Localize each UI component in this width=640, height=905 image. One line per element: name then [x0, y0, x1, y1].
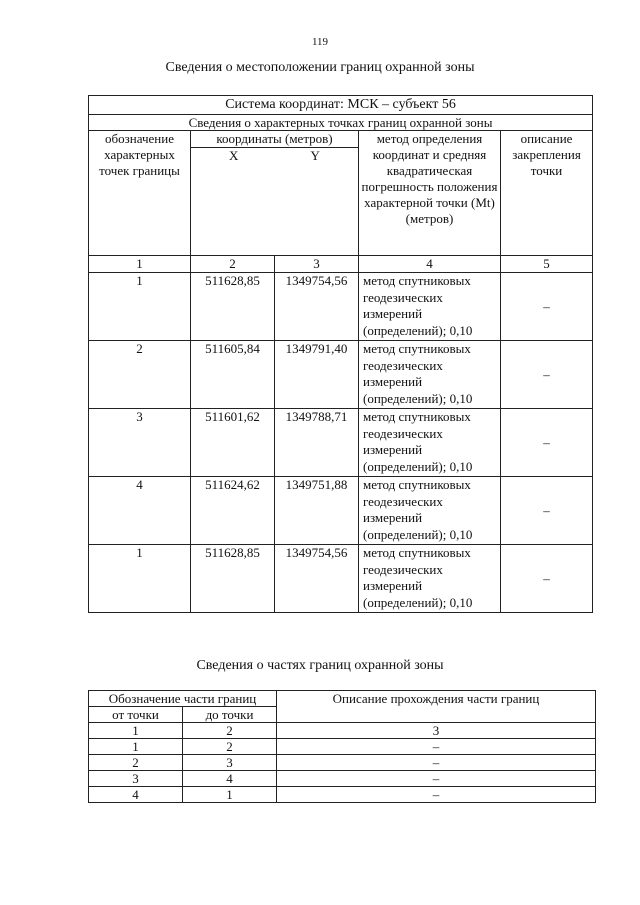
- boundary-parts-table: [88, 690, 596, 803]
- column-numbers-row: [89, 256, 593, 273]
- column-number: 3: [275, 256, 359, 273]
- method-cell: метод спутниковых геодезических измерений (определений); 0,10: [359, 409, 501, 477]
- x-coordinate: 511624,62: [191, 477, 275, 545]
- y-coordinate: 1349791,40: [275, 341, 359, 409]
- x-coordinate: 511605,84: [191, 341, 275, 409]
- x-coordinate: 511628,85: [191, 545, 275, 613]
- column-number: 4: [359, 256, 501, 273]
- method-cell: метод спутниковых геодезических измерений (определений); 0,10: [359, 341, 501, 409]
- point-number: 4: [89, 477, 191, 545]
- fixing-description: –: [501, 409, 593, 477]
- part-description: –: [277, 739, 596, 755]
- description-header: описание закрепления точки: [501, 131, 593, 256]
- table-row: [89, 409, 593, 477]
- part-designation-header: Обозначение части границ: [89, 691, 277, 707]
- table-row: [89, 771, 596, 787]
- from-point: 2: [89, 755, 183, 771]
- from-point: 1: [89, 739, 183, 755]
- point-number: 2: [89, 341, 191, 409]
- table-row: [89, 477, 593, 545]
- table-row: [89, 273, 593, 341]
- to-point: 4: [183, 771, 277, 787]
- to-point-header: до точки: [183, 707, 277, 723]
- column-number: 1: [89, 256, 191, 273]
- table-row: [89, 739, 596, 755]
- coordinates-header-label: координаты (метров): [191, 131, 358, 148]
- characteristic-points-table: [88, 95, 593, 613]
- part-description: –: [277, 755, 596, 771]
- x-coordinate: 511628,85: [191, 273, 275, 341]
- point-number: 1: [89, 273, 191, 341]
- x-header: X: [229, 148, 239, 163]
- column-numbers-row: [89, 723, 596, 739]
- y-coordinate: 1349788,71: [275, 409, 359, 477]
- coordinates-header: [191, 131, 359, 256]
- method-cell: метод спутниковых геодезических измерений (определений); 0,10: [359, 273, 501, 341]
- point-number: 3: [89, 409, 191, 477]
- column-number: 3: [277, 723, 596, 739]
- fixing-description: –: [501, 341, 593, 409]
- from-point: 3: [89, 771, 183, 787]
- method-cell: метод спутниковых геодезических измерений (определений); 0,10: [359, 545, 501, 613]
- fixing-description: –: [501, 477, 593, 545]
- from-point: 4: [89, 787, 183, 803]
- to-point: 3: [183, 755, 277, 771]
- designation-header: обозначение характерных точек границы: [89, 131, 191, 256]
- table-row: [89, 755, 596, 771]
- y-coordinate: 1349754,56: [275, 545, 359, 613]
- column-number: 2: [183, 723, 277, 739]
- table-row: [89, 341, 593, 409]
- part-description-header: Описание прохождения части границ: [277, 691, 596, 723]
- y-header: Y: [310, 148, 320, 163]
- fixing-description: –: [501, 545, 593, 613]
- method-cell: метод спутниковых геодезических измерений (определений); 0,10: [359, 477, 501, 545]
- from-point-header: от точки: [89, 707, 183, 723]
- section-title-parts: Сведения о частях границ охранной зоны: [196, 658, 444, 673]
- points-subtitle-header: Сведения о характерных точках границ охранной зоны: [89, 115, 593, 131]
- method-header: метод определения координат и средняя квадратическая погрешность положения характерной точки (Мt) (метров): [359, 131, 501, 256]
- to-point: 2: [183, 739, 277, 755]
- fixing-description: –: [501, 273, 593, 341]
- to-point: 1: [183, 787, 277, 803]
- y-coordinate: 1349751,88: [275, 477, 359, 545]
- section-title-boundaries: Сведения о местоположении границ охранной зоны: [165, 60, 475, 75]
- page-number: 119: [311, 36, 329, 48]
- table-row: [89, 787, 596, 803]
- x-coordinate: 511601,62: [191, 409, 275, 477]
- part-description: –: [277, 771, 596, 787]
- part-description: –: [277, 787, 596, 803]
- column-number: 5: [501, 256, 593, 273]
- column-number: 1: [89, 723, 183, 739]
- y-coordinate: 1349754,56: [275, 273, 359, 341]
- point-number: 1: [89, 545, 191, 613]
- column-number: 2: [191, 256, 275, 273]
- coordinate-system-header: Система координат: МСК – субъект 56: [89, 96, 593, 115]
- table-row: [89, 545, 593, 613]
